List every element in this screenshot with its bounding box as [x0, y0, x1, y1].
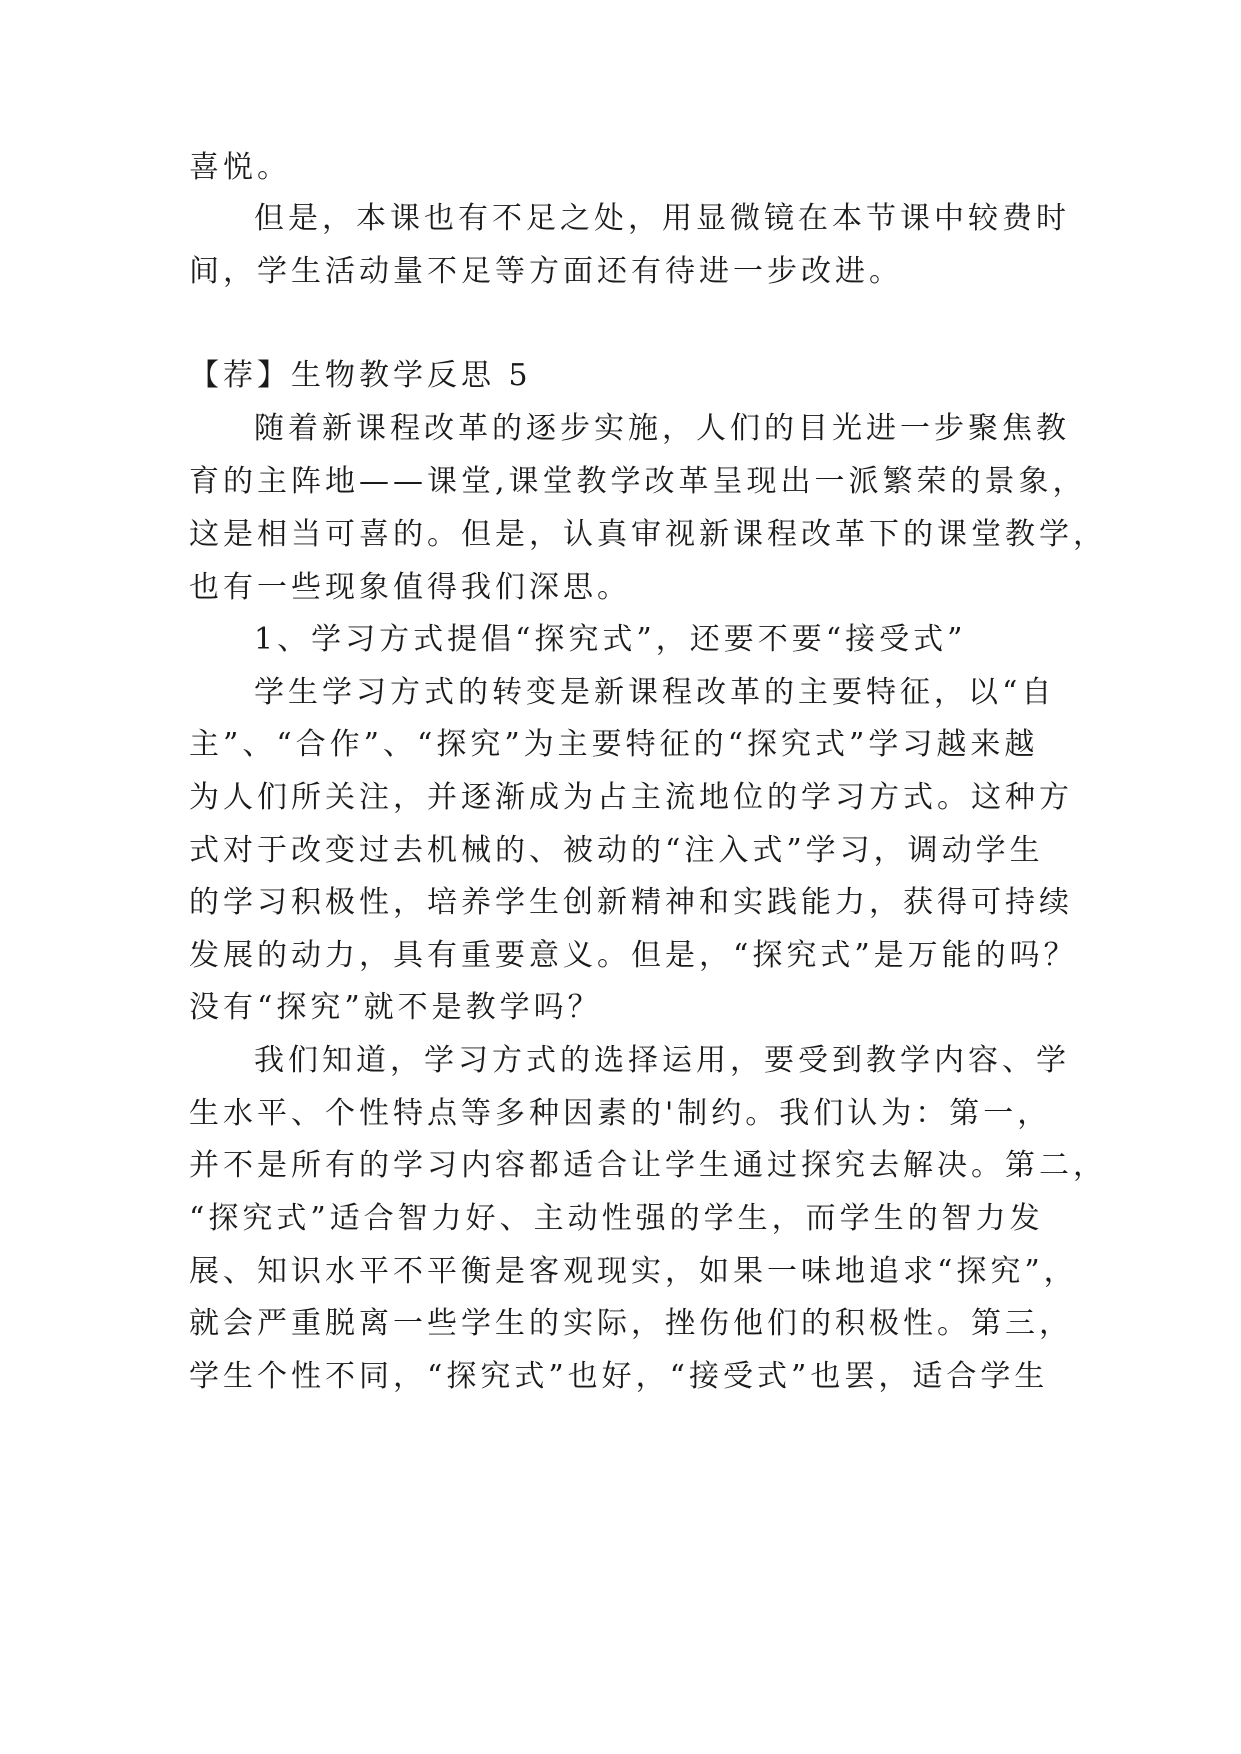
paragraph-line: 学生学习方式的转变是新课程改革的主要特征，以“自 — [254, 675, 1056, 710]
paragraph-line: 为人们所关注，并逐渐成为占主流地位的学习方式。这种方 — [189, 780, 1073, 815]
paragraph-line: 没有“探究”就不是教学吗？ — [189, 990, 602, 1025]
paragraph-line: 这是相当可喜的。但是，认真审视新课程改革下的课堂教学， — [189, 517, 1107, 552]
paragraph-line: 的学习积极性，培养学生创新精神和实践能力，获得可持续 — [189, 885, 1073, 920]
paragraph-line: 生水平、个性特点等多种因素的'制约。我们认为：第一， — [189, 1096, 1052, 1131]
paragraph-line: 主”、“合作”、“探究”为主要特征的“探究式”学习越来越 — [189, 727, 1039, 762]
paragraph-line: 并不是所有的学习内容都适合让学生通过探究去解决。第二， — [189, 1148, 1107, 1183]
paragraph-line: 随着新课程改革的逐步实施，人们的目光进一步聚焦教 — [254, 411, 1070, 446]
paragraph-line: 喜悦。 — [189, 150, 291, 185]
paragraph-line: 式对于改变过去机械的、被动的“注入式”学习，调动学生 — [189, 833, 1044, 868]
paragraph-line: 但是，本课也有不足之处，用显微镜在本节课中较费时 — [254, 201, 1070, 236]
paragraph-line: 我们知道，学习方式的选择运用，要受到教学内容、学 — [254, 1043, 1070, 1078]
subheading-line: 1、学习方式提倡“探究式”，还要不要“接受式” — [254, 622, 967, 657]
paragraph-line: 发展的动力，具有重要意义。但是，“探究式”是万能的吗？ — [189, 938, 1078, 973]
paragraph-line: 间，学生活动量不足等方面还有待进一步改进。 — [189, 254, 903, 289]
paragraph-line: 展、知识水平不平衡是客观现实，如果一味地追求“探究”， — [189, 1254, 1078, 1289]
paragraph-line: 就会严重脱离一些学生的实际，挫伤他们的积极性。第三， — [189, 1306, 1073, 1341]
paragraph-line: “探究式”适合智力好、主动性强的学生，而学生的智力发 — [189, 1201, 1044, 1236]
paragraph-line: 育的主阵地——课堂,课堂教学改革呈现出一派繁荣的景象， — [189, 464, 1087, 499]
paragraph-line: 也有一些现象值得我们深思。 — [189, 570, 631, 605]
section-heading: 【荐】生物教学反思 5 — [189, 358, 532, 393]
paragraph-line: 学生个性不同，“探究式”也好，“接受式”也罢，适合学生 — [189, 1359, 1049, 1394]
